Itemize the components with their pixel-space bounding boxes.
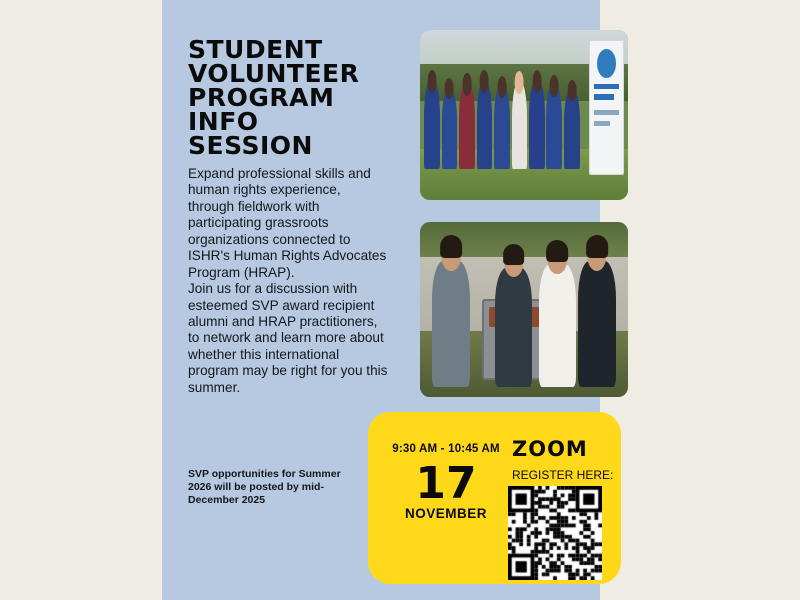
photo-person-4 <box>578 261 615 387</box>
students-group-photo <box>420 30 628 200</box>
body-paragraph-1: Expand professional skills and human rights experience, through fieldwork with participating grassroots organizations connected to ISHR's Human Rights Advocates Program (HRAP). <box>188 166 387 280</box>
qr-code-icon[interactable] <box>508 486 602 580</box>
event-month: NOVEMBER <box>404 506 487 521</box>
headline-line-1: STUDENT <box>188 35 323 64</box>
photo-person-2 <box>495 268 532 387</box>
body-paragraph-2: Join us for a discussion with esteemed SVP award recipient alumni and HRAP practitioners, to network and learn more about whether this international program may be right for you this summer. <box>188 281 388 395</box>
event-time: 9:30 AM - 10:45 AM <box>392 443 500 455</box>
headline-line-4: INFO <box>188 107 259 136</box>
left-margin-strip <box>0 0 162 600</box>
footnote-text: SVP opportunities for Summer 2026 will be posted by mid-December 2025 <box>188 468 341 506</box>
body-copy <box>188 166 388 396</box>
register-label: REGISTER HERE: <box>512 468 614 482</box>
photo-person-3 <box>539 264 576 387</box>
page-title <box>188 35 403 160</box>
photo-crowd <box>424 81 599 169</box>
headline-line-3: PROGRAM <box>188 83 335 112</box>
photo-person-1 <box>432 261 469 387</box>
right-margin-strip <box>600 0 800 600</box>
ishr-banner <box>589 40 624 175</box>
event-day: 17 <box>415 458 477 509</box>
event-platform: ZOOM <box>512 437 588 461</box>
barbecue-gathering-photo <box>420 222 628 397</box>
headline-line-5: SESSION <box>188 131 313 160</box>
headline-line-2: VOLUNTEER <box>188 59 360 88</box>
